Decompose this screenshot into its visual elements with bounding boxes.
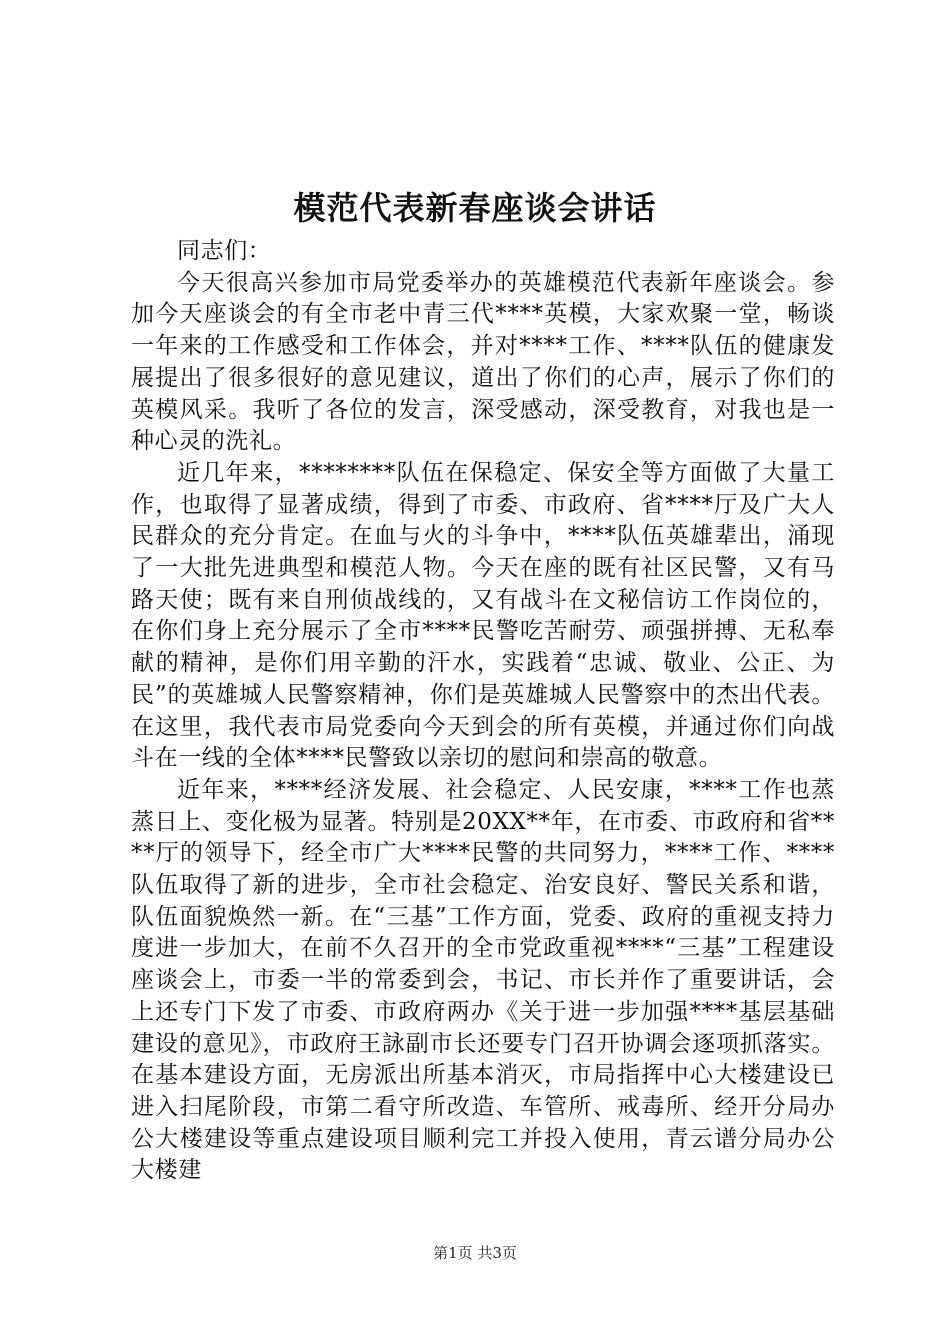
document-body [131, 236, 835, 1187]
document-title: 模范代表新春座谈会讲话 [293, 189, 657, 227]
paragraph: 今天很高兴参加市局党委举办的英雄模范代表新年座谈会。参加今天座谈会的有全市老中青三代****英模，大家欢聚一堂，畅谈一年来的工作感受和工作体会，并对****工作、****队伍的健康发展提出了很多很好的意见建议，道出了你们的心声，展示了你们的英模风采。我听了各位的发言，深受感动，深受教育，对我也是一种心灵的洗礼。 [131, 269, 835, 455]
paragraph: 近年来，****经济发展、社会稳定、人民安康，****工作也蒸蒸日上、变化极为显著。特别是20XX**年，在市委、市政府和省****厅的领导下，经全市广大****民警的共同努力，****工作、****队伍取得了新的进步，全市社会稳定、治安良好、警民关系和谐，队伍面貌焕然一新。在“三基”工作方面，党委、政府的重视支持力度进一步加大，在前不久召开的全市党政重视****“三基”工程建设座谈会上，市委一半的常委到会，书记、市长并作了重要讲话，会上还专门下发了市委、市政府两办《关于进一步加强****基层基础建设的意见》，市政府王詠副市长还要专门召开协调会逐项抓落实。在基本建设方面，无房派出所基本消灭，市局指挥中心大楼建设已进入扫尾阶段，市第二看守所改造、车管所、戒毒所、经开分局办公大楼建设等重点建设项目顺利完工并投入使用，青云谱分局办公大楼建 [131, 776, 835, 1184]
page-number: 第1页 共3页 [433, 1244, 517, 1262]
paragraph: 近几年来，********队伍在保稳定、保安全等方面做了大量工作，也取得了显著成绩，得到了市委、市政府、省****厅及广大人民群众的充分肯定。在血与火的斗争中，****队伍英雄辈出，涌现了一大批先进典型和模范人物。今天在座的既有社区民警，又有马路天使；既有来自刑侦战线的，又有战斗在文秘信访工作岗位的，在你们身上充分展示了全市****民警吃苦耐劳、顽强拼搏、无私奉献的精神，是你们用辛勤的汗水，实践着“忠诚、敬业、公正、为民”的英雄城人民警察精神，你们是英雄城人民警察中的杰出代表。在这里，我代表市局党委向今天到会的所有英模，并通过你们向战斗在一线的全体****民警致以亲切的慰问和崇高的敬意。 [131, 459, 835, 772]
salutation: 同志们： [177, 238, 272, 264]
